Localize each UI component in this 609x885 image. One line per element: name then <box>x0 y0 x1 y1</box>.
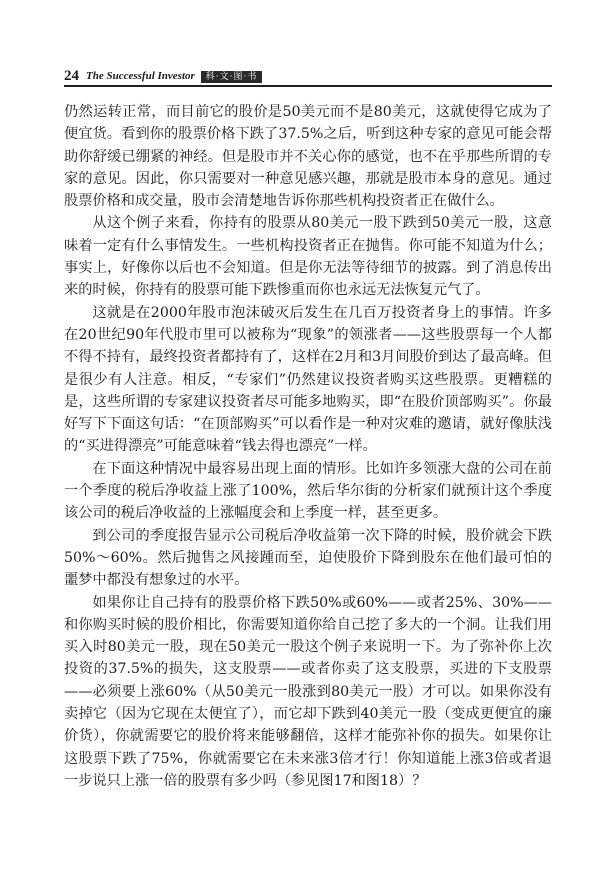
paragraph: 这就是在2000年股市泡沫破灭后发生在几百万投资者身上的事情。许多在20世纪90年代股市里可以被称为“现象”的领涨者——这些股票每一个人都不得不持有，最终投资者都持有了，这样在2月和3月间股价到达了最高峰。但是很少有人注意。相反，“专家们”仍然建议投资者购买这些股票。更糟糕的是，这些所谓的专家建议投资者尽可能多地购买，即“在股价顶部购买”。你最好写下下面这句话：“在顶部购买”可以看作是一种对灾难的邀请，就好像肤浅的“买进得漂亮”可能意味着“钱去得也漂亮”一样。 <box>64 304 552 455</box>
paragraph: 到公司的季度报告显示公司税后净收益第一次下降的时候，股价就会下跌50%～60%。然后抛售之风接踵而至，迫使股价下降到股东在他们最可怕的噩梦中都没有想象过的水平。 <box>64 527 552 589</box>
paragraph: 从这个例子来看，你持有的股票从80美元一股下跌到50美元一股，这意味着一定有什么事情发生。一些机构投资者正在抛售。你可能不知道为什么；事实上，好像你以后也不会知道。但是你无法等待细节的披露。到了消息传出来的时候，你持有的股票可能下跌惨重而你也永远无法恢复元气了。 <box>64 215 552 299</box>
paragraph: 仍然运转正常，而目前它的股价是50美元而不是80美元，这就使得它成为了便宜货。看到你的股票价格下跌了37.5%之后，听到这种专家的意见可能会帮助你舒缓已绷紧的神经。但是股市并不关心你的感觉，也不在乎那些所谓的专家的意见。因此，你只需要对一种意见感兴趣，那就是股市本身的意见。通过股票价格和成交量，股市会清楚地告诉你那些机构投资者正在做什么。 <box>64 104 552 210</box>
body-text <box>64 101 552 792</box>
header-rule <box>64 85 552 87</box>
book-title: The Successful Investor <box>86 70 195 82</box>
paragraph: 在下面这种情况中最容易出现上面的情形。比如许多领涨大盘的公司在前一个季度的税后净收益上涨了100%，然后华尔街的分析家们就预计这个季度该公司的税后净收益的上涨幅度会和上季度一样，甚至更多。 <box>64 460 552 522</box>
page-number: 24 <box>64 68 79 84</box>
paragraph: 如果你让自己持有的股票价格下跌50%或60%——或者25%、30%——和你购买时候的股价相比，你需要知道你给自己挖了多大的一个洞。让我们用买入时80美元一股，现在50美元一股这个例子来说明一下。为了弥补你上次投资的37.5%的损失，这支股票——或者你卖了这支股票，买进的下支股票——必须要上涨60%（从50美元一股涨到80美元一股）才可以。如果你没有卖掉它（因为它现在太便宜了），而它却下跌到40美元一股（变成更便宜的廉价货），你就需要它的股价将来能够翻倍，这样才能弥补你的损失。如果你让这股票下跌了75%，你就需要它在未来涨3倍才行！你知道能上涨3倍或者退一步说只上涨一倍的股票有多少吗（参见图17和图18）？ <box>64 594 552 789</box>
running-head <box>64 64 262 84</box>
publisher-badge: 科·文·图·书 <box>201 71 263 83</box>
